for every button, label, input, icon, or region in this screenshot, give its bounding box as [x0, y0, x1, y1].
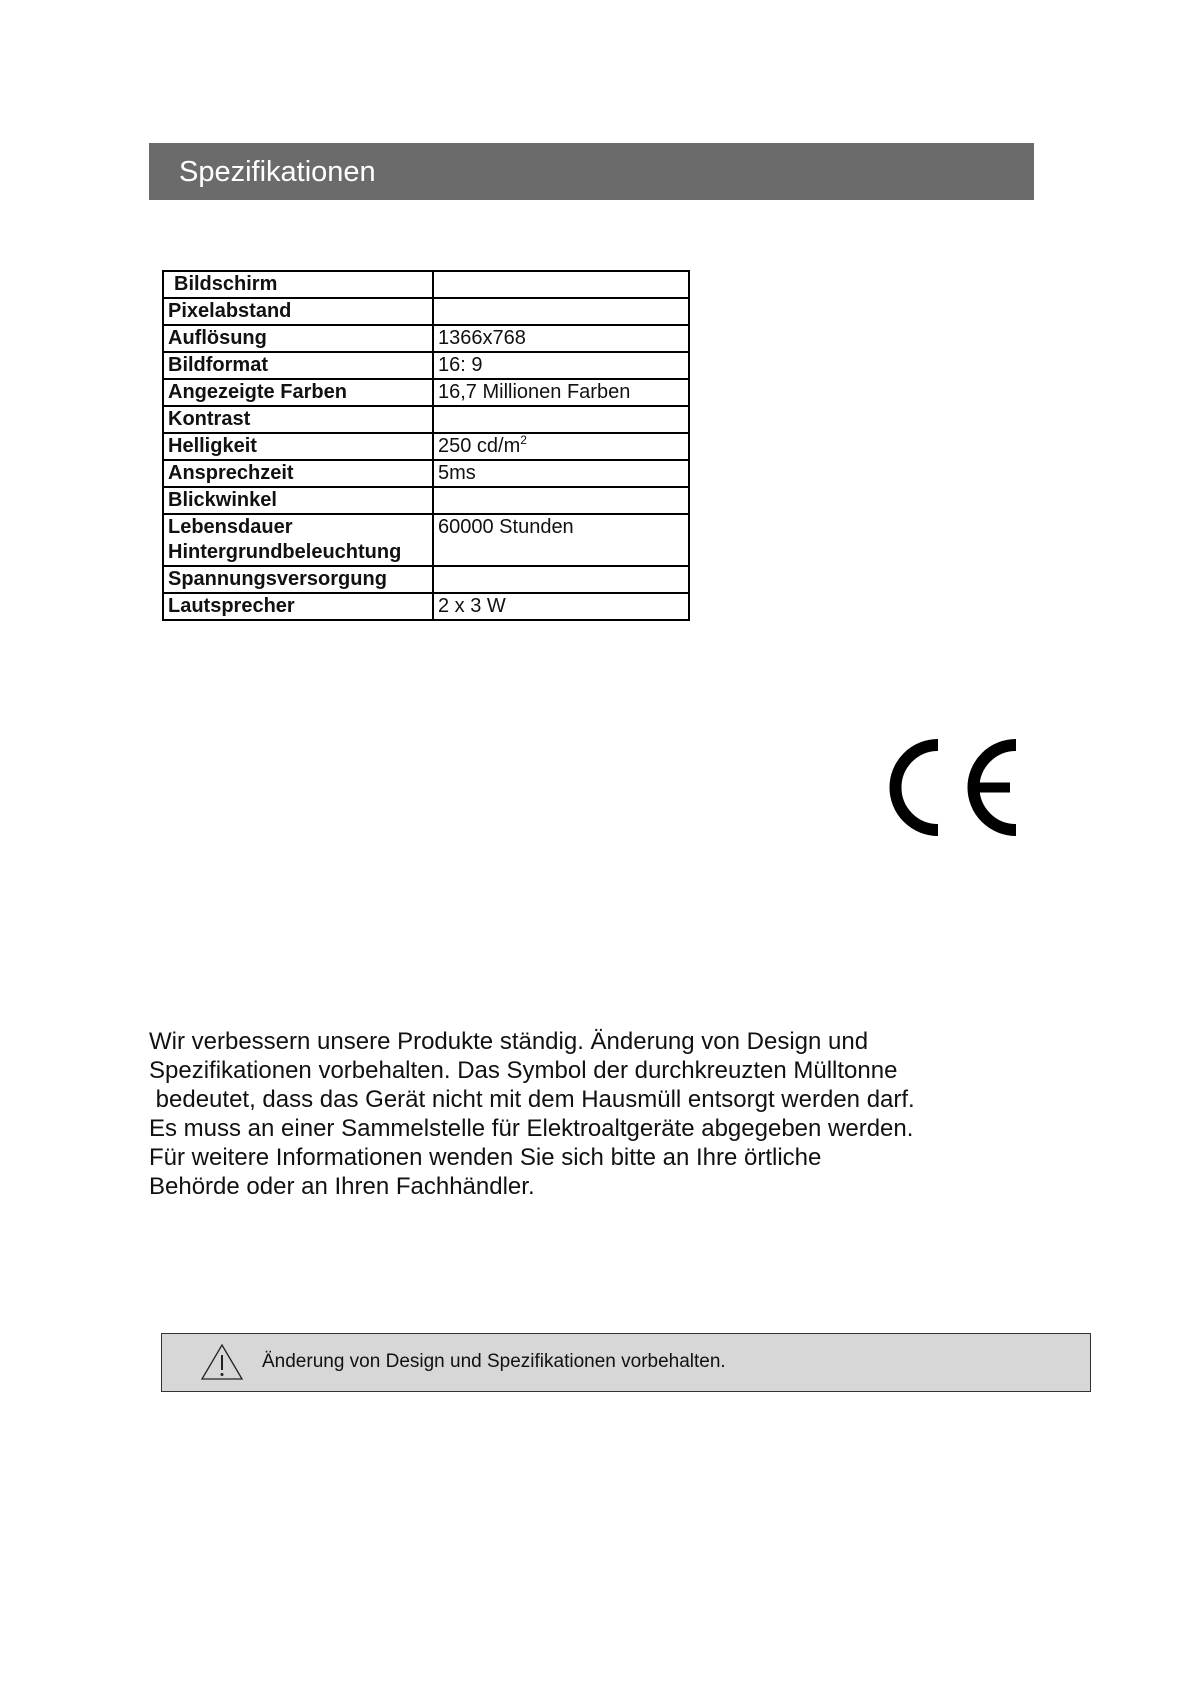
table-row: [163, 271, 689, 298]
table-row: [163, 325, 689, 352]
table-row: [163, 593, 689, 620]
spec-label-line-1: Lebensdauer: [168, 516, 293, 538]
spec-label: Ansprechzeit: [163, 460, 433, 487]
spec-label: [163, 514, 433, 566]
notice-line: Für weitere Informationen wenden Sie sich bitte an Ihre örtliche: [149, 1144, 822, 1171]
spec-value: [433, 487, 689, 514]
spec-label: Blickwinkel: [163, 487, 433, 514]
spec-value: [433, 298, 689, 325]
specifications-table: [162, 270, 690, 621]
table-row: [163, 352, 689, 379]
spec-value: 5ms: [433, 460, 689, 487]
spec-value: [433, 433, 689, 460]
spec-value: [433, 406, 689, 433]
spec-value: 2 x 3 W: [433, 593, 689, 620]
notice-line: bedeutet, dass das Gerät nicht mit dem Hausmüll entsorgt werden darf.: [149, 1086, 915, 1113]
warning-triangle-icon: [200, 1342, 244, 1382]
spec-label: Spannungsversorgung: [163, 566, 433, 593]
spec-label: Bildformat: [163, 352, 433, 379]
table-row: [163, 487, 689, 514]
notice-line: Spezifikationen vorbehalten. Das Symbol der durchkreuzten Mülltonne: [149, 1057, 898, 1084]
notice-paragraph: [149, 1027, 1029, 1201]
table-row: [163, 379, 689, 406]
spec-value: 16,7 Millionen Farben: [433, 379, 689, 406]
spec-label: Angezeigte Farben: [163, 379, 433, 406]
notice-line: Es muss an einer Sammelstelle für Elektroaltgeräte abgegeben werden.: [149, 1115, 914, 1142]
spec-value: 1366x768: [433, 325, 689, 352]
spec-label: Bildschirm: [163, 271, 433, 298]
spec-label: Auflösung: [163, 325, 433, 352]
spec-label: Pixelabstand: [163, 298, 433, 325]
spec-label: Kontrast: [163, 406, 433, 433]
spec-value: [433, 566, 689, 593]
spec-value: 60000 Stunden: [433, 514, 689, 566]
notice-line: Wir verbessern unsere Produkte ständig. Änderung von Design und: [149, 1028, 869, 1055]
notice-line: Behörde oder an Ihren Fachhändler.: [149, 1173, 535, 1200]
table-row: [163, 298, 689, 325]
warning-box: [161, 1333, 1091, 1392]
spec-label: Helligkeit: [163, 433, 433, 460]
spec-value: 16: 9: [433, 352, 689, 379]
section-header-bar: [149, 143, 1034, 200]
table-row: [163, 433, 689, 460]
section-title: Spezifikationen: [179, 156, 376, 188]
brightness-superscript: 2: [520, 433, 527, 447]
table-row: [163, 460, 689, 487]
spec-label-line-2: Hintergrundbeleuchtung: [168, 541, 402, 563]
table-row: [163, 514, 689, 566]
brightness-value: 250 cd/m: [438, 435, 521, 457]
warning-text: Änderung von Design und Spezifikationen vorbehalten.: [262, 1351, 726, 1372]
ce-mark-icon: [880, 735, 1022, 840]
spec-value: [433, 271, 689, 298]
table-row: [163, 406, 689, 433]
table-row: [163, 566, 689, 593]
spec-label: Lautsprecher: [163, 593, 433, 620]
